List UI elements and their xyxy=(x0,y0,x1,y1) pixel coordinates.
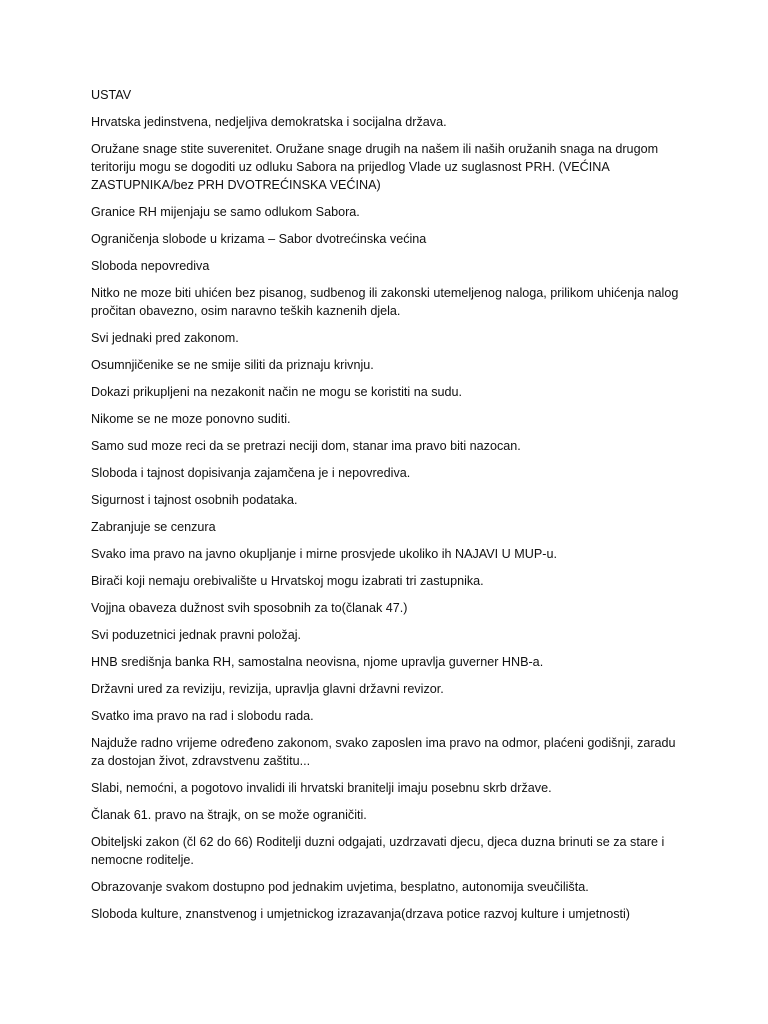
paragraph: Samo sud moze reci da se pretrazi neciji dom, stanar ima pravo biti nazocan. xyxy=(91,439,521,453)
document-title: USTAV xyxy=(91,88,132,102)
paragraph: Obrazovanje svakom dostupno pod jednakim uvjetima, besplatno, autonomija sveučilišta. xyxy=(91,880,589,894)
paragraph: Sloboda i tajnost dopisivanja zajamčena je i nepovrediva. xyxy=(91,466,411,480)
paragraph: Hrvatska jedinstvena, nedjeljiva demokratska i socijalna država. xyxy=(91,115,447,129)
paragraph: Sigurnost i tajnost osobnih podataka. xyxy=(91,493,298,507)
paragraph: Svi poduzetnici jednak pravni položaj. xyxy=(91,628,302,642)
paragraph: HNB središnja banka RH, samostalna neovisna, njome upravlja guverner HNB-a. xyxy=(91,655,544,669)
paragraph: Sloboda nepovrediva xyxy=(91,259,210,273)
paragraph: Birači koji nemaju orebivalište u Hrvatskoj mogu izabrati tri zastupnika. xyxy=(91,574,484,588)
paragraph: Zabranjuje se cenzura xyxy=(91,520,216,534)
paragraph: Sloboda kulture, znanstvenog i umjetnickog izrazavanja(drzava potice razvoj kulture i umjetnosti) xyxy=(91,907,631,921)
paragraph: Najduže radno vrijeme određeno zakonom, svako zaposlen ima pravo na odmor, plaćeni godišnji, zaradu za dostojan život, zdravstvenu zaštitu... xyxy=(91,736,676,768)
paragraph: Svi jednaki pred zakonom. xyxy=(91,331,239,345)
document-page xyxy=(91,86,691,932)
paragraph: Nitko ne moze biti uhićen bez pisanog, sudbenog ili zakonski utemeljenog naloga, prilikom uhićenja nalog pročitan obavezno, osim naravno teških kaznenih djela. xyxy=(91,286,679,318)
paragraph: Svatko ima pravo na rad i slobodu rada. xyxy=(91,709,314,723)
paragraph: Ograničenja slobode u krizama – Sabor dvotrećinska većina xyxy=(91,232,427,246)
paragraph: Granice RH mijenjaju se samo odlukom Sabora. xyxy=(91,205,360,219)
paragraph: Dokazi prikupljeni na nezakonit način ne mogu se koristiti na sudu. xyxy=(91,385,463,399)
paragraph: Slabi, nemoćni, a pogotovo invalidi ili hrvatski branitelji imaju posebnu skrb države. xyxy=(91,781,552,795)
paragraph: Državni ured za reviziju, revizija, upravlja glavni državni revizor. xyxy=(91,682,444,696)
paragraph: Članak 61. pravo na štrajk, on se može ograničiti. xyxy=(91,808,367,822)
paragraph: Svako ima pravo na javno okupljanje i mirne prosvjede ukoliko ih NAJAVI U MUP-u. xyxy=(91,547,557,561)
paragraph: Obiteljski zakon (čl 62 do 66) Roditelji duzni odgajati, uzdrzavati djecu, djeca duzna brinuti se za stare i nemocne roditelje. xyxy=(91,835,665,867)
paragraph: Oružane snage stite suverenitet. Oružane snage drugih na našem ili naših oružanih snaga na drugom teritoriju mogu se dogoditi uz odluku Sabora na prijedlog Vlade uz suglasnost PRH. (VEĆINA ZASTUPNIKA/bez PRH DVOTREĆINSKA VEĆINA) xyxy=(91,142,659,192)
paragraph: Nikome se ne moze ponovno suditi. xyxy=(91,412,291,426)
paragraph: Osumnjičenike se ne smije siliti da priznaju krivnju. xyxy=(91,358,374,372)
paragraph: Vojjna obaveza dužnost svih sposobnih za to(članak 47.) xyxy=(91,601,408,615)
